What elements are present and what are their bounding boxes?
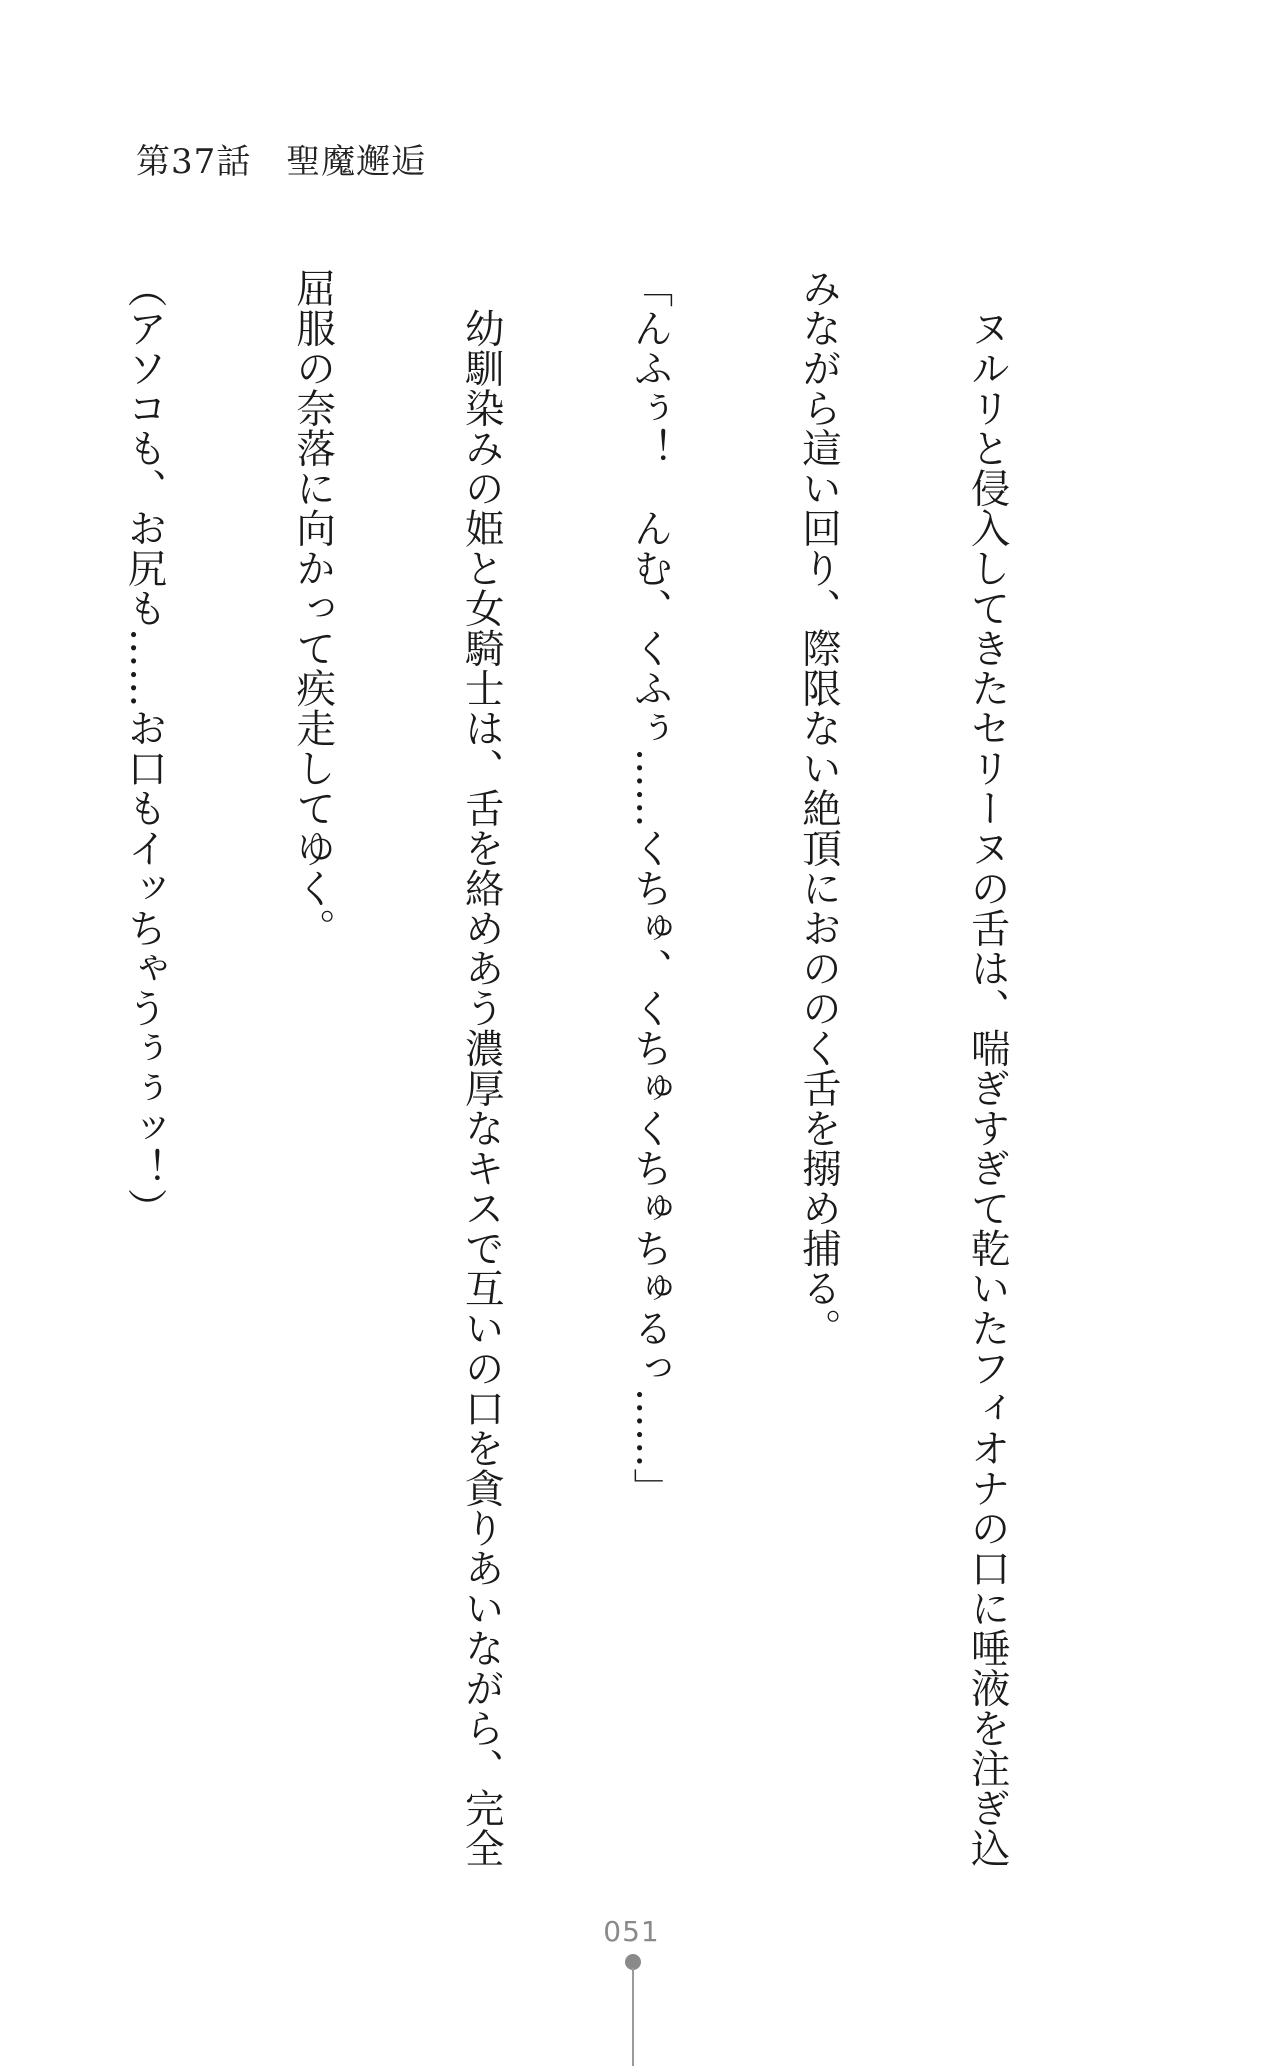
- page-number: 051: [603, 1915, 660, 1948]
- text-line: 屈服の奈落に向かって疾走してゆく。: [290, 268, 337, 948]
- body-text: [0, 268, 1128, 1868]
- text-line: [0, 268, 4, 1668]
- chapter-title: 第37話 聖魔邂逅: [136, 142, 427, 182]
- page-marker-line: [632, 1968, 634, 2066]
- text-line: ヌルリと侵入してきたセリーヌの舌は、喘ぎすぎて乾いたフィオナの口に唾液を注ぎ込: [964, 268, 1011, 1868]
- text-line: みながら這い回り、際限ない絶頂におののく舌を搦め捕る。: [795, 268, 842, 1348]
- text-line: 「んふぅ！ んむ、くふぅ……くちゅ、くちゅくちゅちゅるっ……」: [627, 268, 674, 1508]
- text-line: 幼馴染みの姫と女騎士は、舌を絡めあう濃厚なキスで互いの口を貪りあいながら、完全: [458, 268, 505, 1868]
- text-line: （アソコも、お尻も……お口もイッちゃうぅぅッ！）: [121, 268, 168, 1228]
